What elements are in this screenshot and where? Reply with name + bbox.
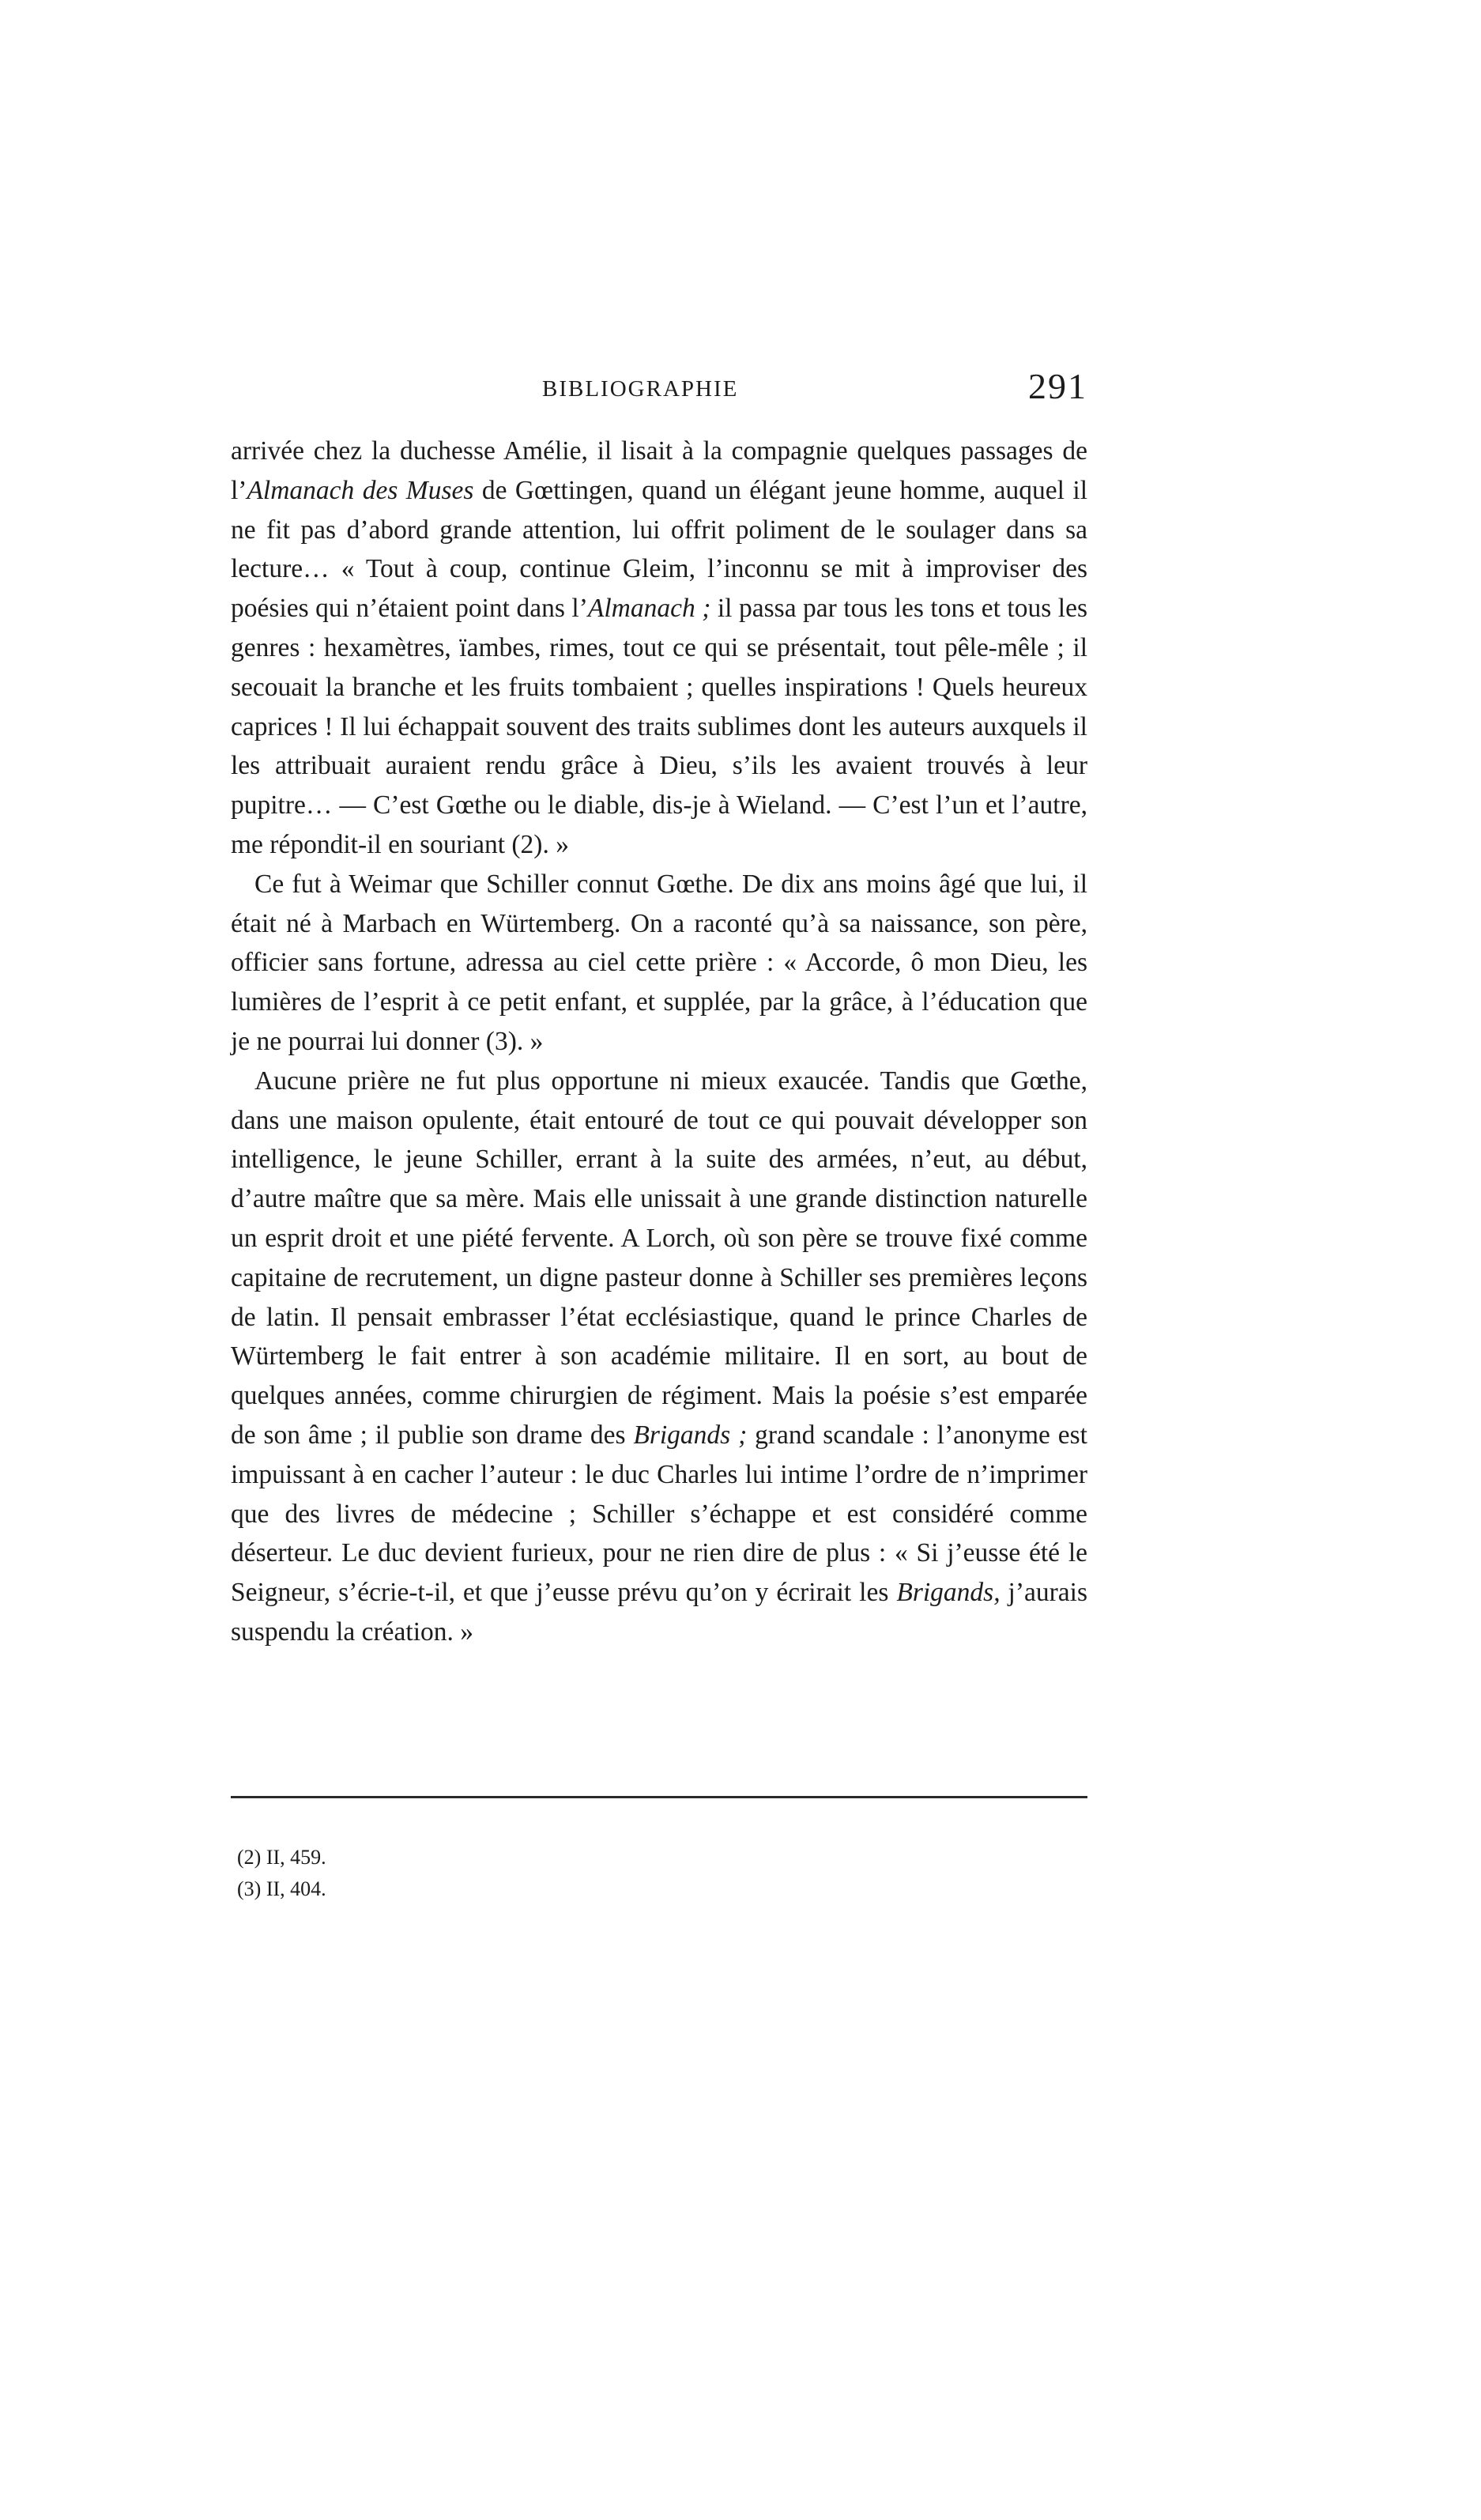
italic-title: Brigands ; (633, 1420, 748, 1450)
footnote-divider (231, 1796, 1087, 1798)
page-header (231, 365, 1087, 413)
footnote-3: (3) II, 404. (237, 1877, 326, 1900)
paragraph-schiller-youth (231, 1062, 1087, 1652)
italic-title: Almanach des Muses (247, 475, 474, 505)
footnote-2: (2) II, 459. (237, 1846, 326, 1869)
body-text (231, 432, 1087, 1652)
paragraph-text: il passa par tous les tons et tous les genres : hexamètres, ïambes, rimes, tout ce qui se présentait, tout pêle-mêle ; il secouait la branche et les fruits tombaient ; quelles inspirations ! Quels heureux caprices ! Il lui échappait souvent des traits sublimes dont les auteurs auxquels il les attribuait auraient rendu grâce à Dieu, s’ils les avaient trouvés à leur pupitre… — C’est Gœthe ou le diable, dis-je à Wieland. — C’est l’un et l’autre, me répondit-il en souriant (2). » (231, 594, 1087, 859)
paragraph-text: j’aurais suspendu la création. » (231, 1578, 1088, 1647)
page-number: 291 (1028, 366, 1087, 406)
paragraph-schiller-birth: Ce fut à Weimar que Schiller connut Gœthe. De dix ans moins âgé que lui, il était né à Marbach en Würtemberg. On a raconté qu’à sa naissance, son père, officier sans fortune, adressa au ciel cette prière : « Accorde, ô mon Dieu, les lumières de l’esprit à ce petit enfant, et supplée, par la grâce, à l’éducation que je ne pourrai lui donner (3). » (231, 869, 1087, 1056)
italic-title: Brigands, (896, 1578, 1001, 1608)
paragraph-text: arrivée chez la duchesse Amélie, il lisait à la compagnie quelques passages de l’ (231, 436, 1087, 505)
italic-title: Almanach ; (587, 594, 711, 624)
paragraph-text: Aucune prière ne fut plus opportune ni mieux exaucée. Tandis que Gœthe, dans une maison opulente, était entouré de tout ce qui pouvait développer son intelligence, le jeune Schiller, errant à la suite des armées, n’eut, au début, d’autre maître que sa mère. Mais elle unissait à une grande distinction naturelle un esprit droit et une piété fervente. A Lorch, où son père se trouve fixé comme capitaine de recrutement, un digne pasteur donne à Schiller ses premières leçons de latin. Il pensait embrasser l’état ecclésiastique, quand le prince Charles de Würtemberg le fait entrer à son académie militaire. Il en sort, au bout de quelques années, comme chirurgien de régiment. Mais la poésie s’est emparée de son âme ; il publie son drame des (231, 1066, 1087, 1450)
paragraph-text: grand scandale : l’anonyme est impuissant à en cacher l’auteur : le duc Charles lui intime l’ordre de n’imprimer que des livres de médecine ; Schiller s’échappe et est considéré comme déserteur. Le duc devient furieux, pour ne rien dire de plus : « Si j’eusse été le Seigneur, s’écrie-t-il, et que j’eusse prévu qu’on y écrirait les (231, 1420, 1087, 1608)
paragraph-continued (231, 432, 1087, 865)
footnotes (237, 1842, 711, 1905)
paragraph-text: de Gœttingen, quand un élégant jeune homme, auquel il ne fit pas d’abord grande attention, lui offrit poliment de le soulager dans sa lecture… « Tout à coup, continue Gleim, l’inconnu se mit à improviser des poésies qui n’étaient point dans l’ (231, 475, 1088, 624)
running-title: BIBLIOGRAPHIE (542, 376, 739, 402)
